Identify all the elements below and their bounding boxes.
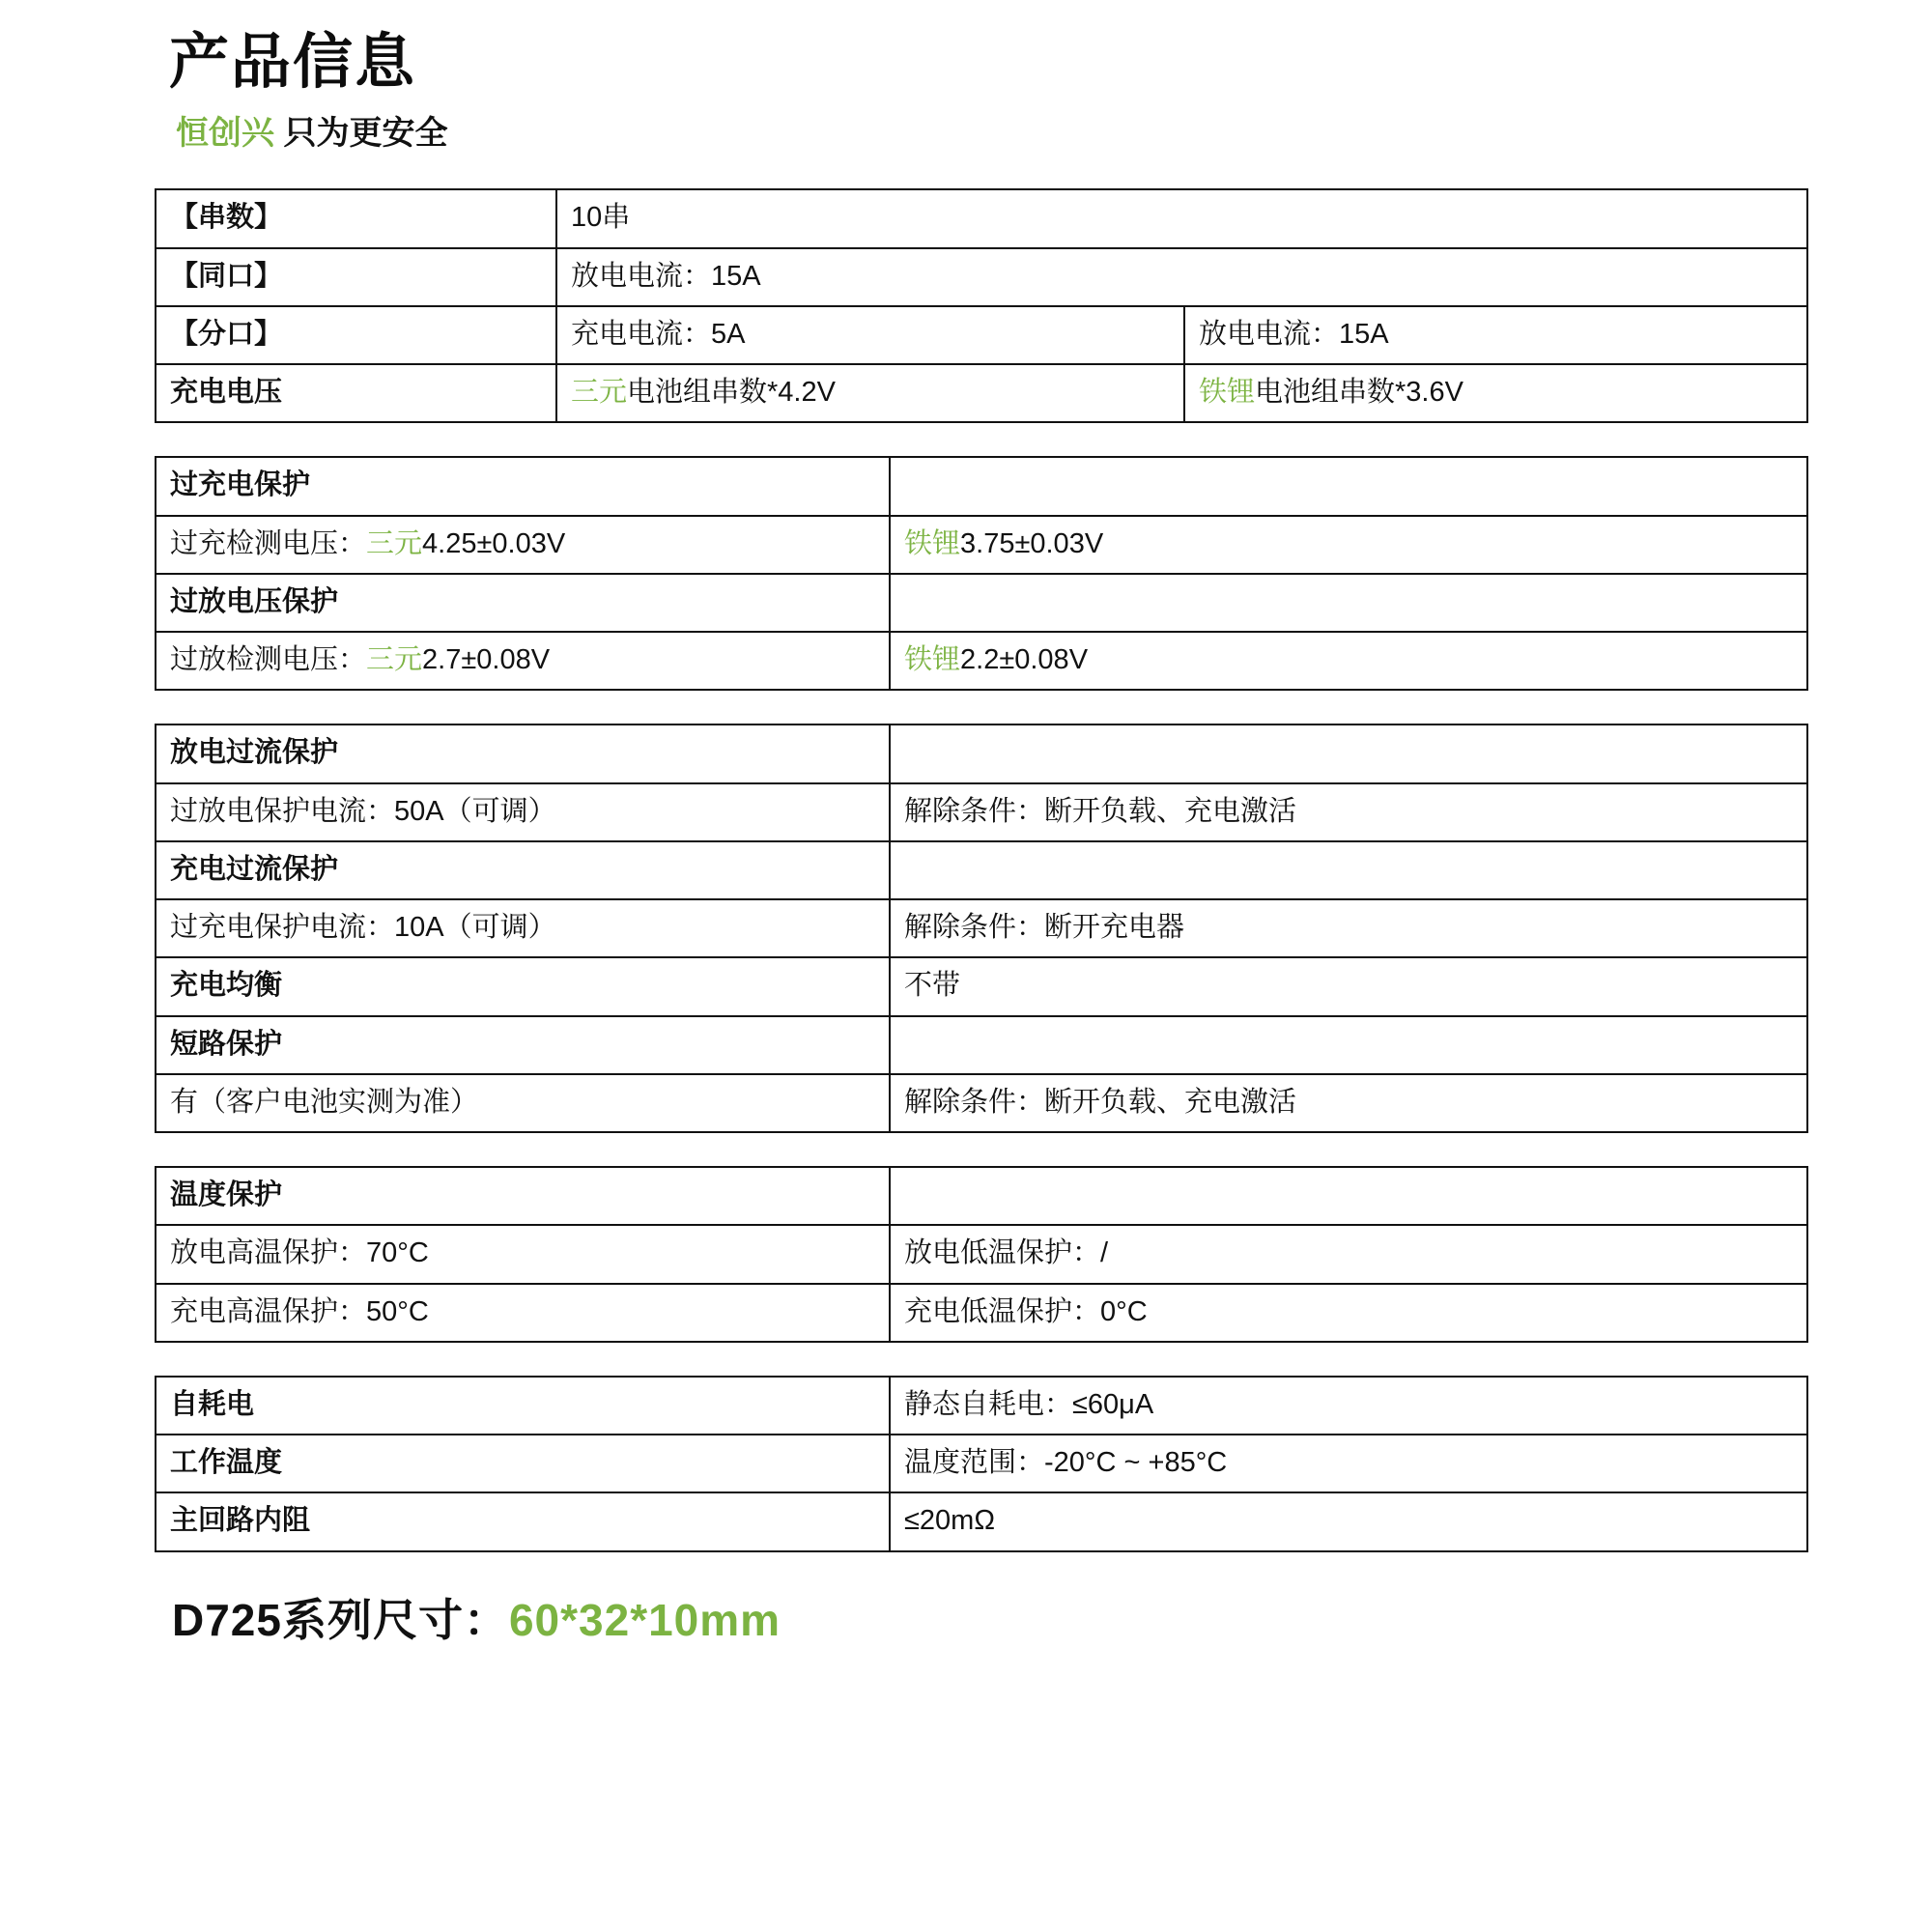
cell-working-temp-label: 工作温度 <box>156 1435 890 1492</box>
overcharge-detect-value2: 3.75±0.03V <box>960 527 1104 559</box>
cell-overcharge-detect-ternary <box>156 516 890 574</box>
cell-charge-oc-title-blank <box>890 841 1807 899</box>
cell-series-count-value: 10串 <box>556 189 1807 247</box>
cell-overdischarge-detect-lifepo4 <box>890 632 1807 690</box>
table-row <box>156 248 1807 306</box>
cell-charge-oc-release: 解除条件：断开充电器 <box>890 899 1807 957</box>
ternary-tag: 三元 <box>366 644 423 676</box>
overdischarge-detect-value: 2.7±0.08V <box>422 644 551 676</box>
cell-overdischarge-title-blank <box>890 574 1807 632</box>
cell-short-title: 短路保护 <box>156 1016 890 1074</box>
table-row <box>156 457 1807 515</box>
cell-overcharge-title: 过充电保护 <box>156 457 890 515</box>
cell-same-port-label: 【同口】 <box>156 248 556 306</box>
table-row <box>156 724 1807 782</box>
table-row <box>156 783 1807 841</box>
cell-working-temp-value: 温度范围：-20°C ~ +85°C <box>890 1435 1807 1492</box>
cell-short-release: 解除条件：断开负载、充电激活 <box>890 1074 1807 1132</box>
ternary-tag: 三元 <box>571 377 628 409</box>
cell-short-title-blank <box>890 1016 1807 1074</box>
current-protection-table <box>155 724 1808 1133</box>
table-row <box>156 1016 1807 1074</box>
table-row <box>156 516 1807 574</box>
table-row <box>156 1074 1807 1132</box>
brand-slogan <box>176 106 1816 154</box>
cell-overdischarge-title: 过放电压保护 <box>156 574 890 632</box>
cell-temperature-title-blank <box>890 1167 1807 1225</box>
dimension-value: 60*32*10mm <box>508 1594 781 1645</box>
cell-balance-value: 不带 <box>890 957 1807 1015</box>
cell-discharge-oc-title-blank <box>890 724 1807 782</box>
table-row <box>156 364 1807 422</box>
table-row <box>156 1284 1807 1342</box>
lifepo4-formula: 电池组串数*3.6V <box>1255 377 1463 409</box>
cell-resistance-label: 主回路内阻 <box>156 1492 890 1550</box>
cell-split-port-charge: 充电电流：5A <box>556 306 1184 364</box>
overdischarge-detect-value2: 2.2±0.08V <box>960 644 1089 676</box>
cell-split-port-label: 【分口】 <box>156 306 556 364</box>
table-row <box>156 1435 1807 1492</box>
cell-charge-low-temp: 充电低温保护：0°C <box>890 1284 1807 1342</box>
cell-discharge-high-temp: 放电高温保护：70°C <box>156 1225 890 1283</box>
ternary-tag: 三元 <box>366 527 423 559</box>
cell-overcharge-detect-lifepo4 <box>890 516 1807 574</box>
cell-charge-high-temp: 充电高温保护：50°C <box>156 1284 890 1342</box>
overdischarge-detect-label: 过放检测电压： <box>170 644 367 676</box>
cell-charge-voltage-lifepo4 <box>1184 364 1807 422</box>
cell-overdischarge-detect-ternary <box>156 632 890 690</box>
cell-charge-oc-value: 过充电保护电流：10A（可调） <box>156 899 890 957</box>
table-row <box>156 574 1807 632</box>
cell-short-value: 有（客户电池实测为准） <box>156 1074 890 1132</box>
basic-spec-table <box>155 188 1808 423</box>
slogan-text: 只为更安全 <box>283 115 448 153</box>
series-label: D725系列尺寸： <box>172 1594 509 1645</box>
cell-charge-voltage-ternary <box>556 364 1184 422</box>
cell-temperature-title: 温度保护 <box>156 1167 890 1225</box>
temperature-protection-table <box>155 1166 1808 1343</box>
table-row <box>156 632 1807 690</box>
table-row <box>156 1225 1807 1283</box>
series-dimension <box>172 1585 1816 1649</box>
table-row <box>156 841 1807 899</box>
cell-charge-voltage-label: 充电电压 <box>156 364 556 422</box>
page-title: 产品信息 <box>169 29 417 96</box>
table-row <box>156 899 1807 957</box>
misc-spec-table <box>155 1376 1808 1552</box>
table-row <box>156 957 1807 1015</box>
overcharge-detect-value: 4.25±0.03V <box>422 527 566 559</box>
brand-name: 恒创兴 <box>176 115 274 153</box>
cell-discharge-low-temp: 放电低温保护：/ <box>890 1225 1807 1283</box>
cell-discharge-oc-value: 过放电保护电流：50A（可调） <box>156 783 890 841</box>
voltage-protection-table <box>155 456 1808 691</box>
cell-discharge-oc-title: 放电过流保护 <box>156 724 890 782</box>
cell-split-port-discharge: 放电电流：15A <box>1184 306 1807 364</box>
cell-balance-label: 充电均衡 <box>156 957 890 1015</box>
ternary-formula: 电池组串数*4.2V <box>627 377 836 409</box>
table-row <box>156 1377 1807 1435</box>
cell-discharge-oc-release: 解除条件：断开负载、充电激活 <box>890 783 1807 841</box>
overcharge-detect-label: 过充检测电压： <box>170 527 367 559</box>
lifepo4-tag: 铁锂 <box>1199 377 1256 409</box>
lifepo4-tag: 铁锂 <box>904 644 961 676</box>
table-row <box>156 306 1807 364</box>
cell-charge-oc-title: 充电过流保护 <box>156 841 890 899</box>
cell-self-consumption-label: 自耗电 <box>156 1377 890 1435</box>
table-row <box>156 189 1807 247</box>
table-row <box>156 1167 1807 1225</box>
cell-same-port-value: 放电电流：15A <box>556 248 1807 306</box>
lifepo4-tag: 铁锂 <box>904 527 961 559</box>
cell-overcharge-title-blank <box>890 457 1807 515</box>
cell-series-count-label: 【串数】 <box>156 189 556 247</box>
cell-resistance-value: ≤20mΩ <box>890 1492 1807 1550</box>
table-row <box>156 1492 1807 1550</box>
cell-self-consumption-value: 静态自耗电：≤60μA <box>890 1377 1807 1435</box>
